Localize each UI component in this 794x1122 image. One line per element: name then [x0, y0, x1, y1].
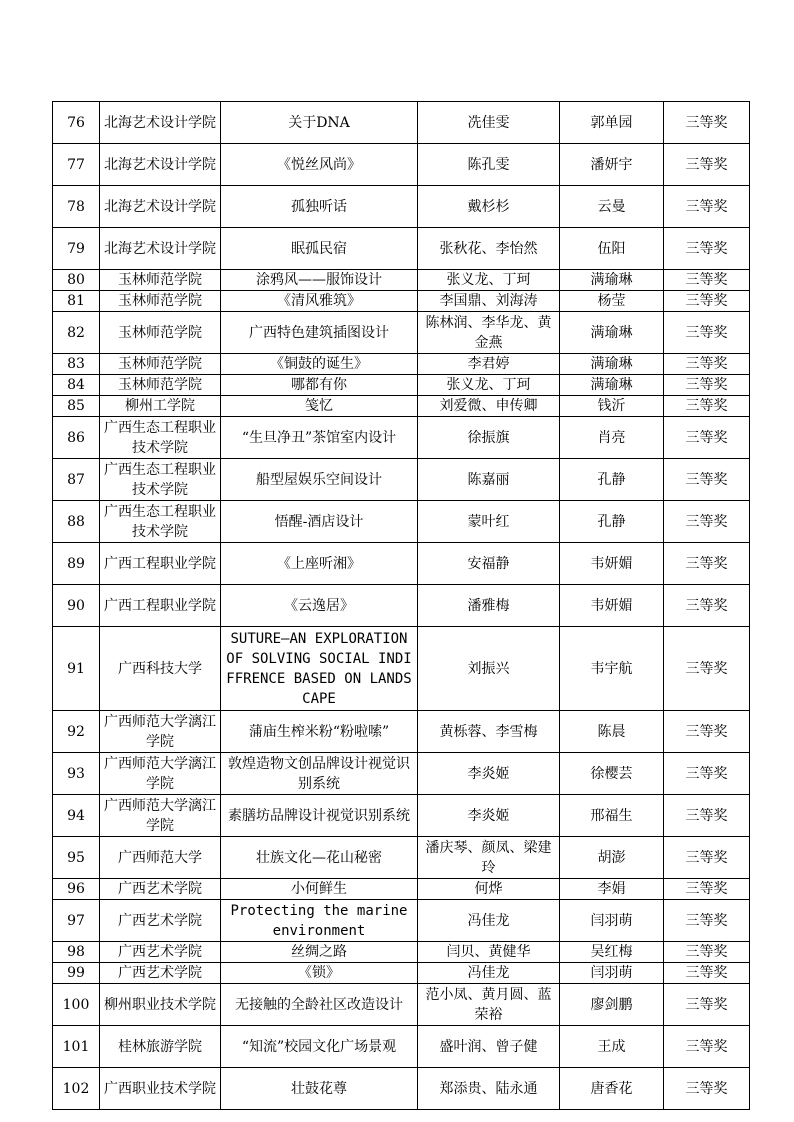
teacher: 胡澎	[560, 837, 664, 879]
table-row	[53, 627, 750, 711]
work-title: 哪都有你	[221, 375, 418, 396]
table-row	[53, 963, 750, 984]
row-number: 91	[53, 627, 100, 711]
authors: 潘庆琴、颜凤、梁建玲	[418, 837, 560, 879]
award-level: 三等奖	[664, 1068, 750, 1110]
teacher: 云曼	[560, 186, 664, 228]
row-number: 95	[53, 837, 100, 879]
row-number: 102	[53, 1068, 100, 1110]
row-number: 88	[53, 501, 100, 543]
award-level: 三等奖	[664, 459, 750, 501]
authors: 陈林润、李华龙、黄金燕	[418, 312, 560, 354]
award-level: 三等奖	[664, 354, 750, 375]
table-row	[53, 354, 750, 375]
authors: 何烨	[418, 879, 560, 900]
teacher: 钱沂	[560, 396, 664, 417]
row-number: 99	[53, 963, 100, 984]
school-name: 北海艺术设计学院	[100, 186, 221, 228]
award-level: 三等奖	[664, 312, 750, 354]
table-row	[53, 837, 750, 879]
table-row	[53, 1068, 750, 1110]
table-row	[53, 1026, 750, 1068]
row-number: 89	[53, 543, 100, 585]
teacher: 满瑜琳	[560, 354, 664, 375]
row-number: 90	[53, 585, 100, 627]
table-row	[53, 144, 750, 186]
row-number: 93	[53, 753, 100, 795]
row-number: 80	[53, 270, 100, 291]
authors: 范小凤、黄月圆、蓝荣裕	[418, 984, 560, 1026]
authors: 蒙叶红	[418, 501, 560, 543]
award-level: 三等奖	[664, 585, 750, 627]
school-name: 广西生态工程职业技术学院	[100, 501, 221, 543]
authors: 陈嘉丽	[418, 459, 560, 501]
award-level: 三等奖	[664, 711, 750, 753]
work-title: 素膳坊品牌设计视觉识别系统	[221, 795, 418, 837]
authors: 闫贝、黄健华	[418, 942, 560, 963]
authors: 冼佳雯	[418, 102, 560, 144]
award-level: 三等奖	[664, 501, 750, 543]
table-row	[53, 291, 750, 312]
teacher: 孔静	[560, 501, 664, 543]
row-number: 92	[53, 711, 100, 753]
school-name: 北海艺术设计学院	[100, 228, 221, 270]
award-level: 三等奖	[664, 795, 750, 837]
teacher: 韦妍媚	[560, 543, 664, 585]
teacher: 李娟	[560, 879, 664, 900]
teacher: 满瑜琳	[560, 312, 664, 354]
work-title: 船型屋娱乐空间设计	[221, 459, 418, 501]
table-row	[53, 102, 750, 144]
award-level: 三等奖	[664, 984, 750, 1026]
award-level: 三等奖	[664, 102, 750, 144]
awards-table	[52, 101, 750, 1110]
school-name: 桂林旅游学院	[100, 1026, 221, 1068]
work-title: “知流”校园文化广场景观	[221, 1026, 418, 1068]
work-title: 关于DNA	[221, 102, 418, 144]
authors: 郑添贵、陆永通	[418, 1068, 560, 1110]
award-level: 三等奖	[664, 942, 750, 963]
table-row	[53, 459, 750, 501]
award-level: 三等奖	[664, 753, 750, 795]
table-row	[53, 270, 750, 291]
work-title: 丝绸之路	[221, 942, 418, 963]
school-name: 柳州工学院	[100, 396, 221, 417]
row-number: 97	[53, 900, 100, 942]
table-row	[53, 312, 750, 354]
award-level: 三等奖	[664, 900, 750, 942]
teacher: 吴红梅	[560, 942, 664, 963]
row-number: 96	[53, 879, 100, 900]
award-level: 三等奖	[664, 627, 750, 711]
authors: 刘爱微、申传卿	[418, 396, 560, 417]
school-name: 玉林师范学院	[100, 354, 221, 375]
row-number: 82	[53, 312, 100, 354]
work-title: 笺忆	[221, 396, 418, 417]
school-name: 广西职业技术学院	[100, 1068, 221, 1110]
school-name: 广西艺术学院	[100, 879, 221, 900]
school-name: 广西科技大学	[100, 627, 221, 711]
work-title: 悟醒-酒店设计	[221, 501, 418, 543]
school-name: 玉林师范学院	[100, 312, 221, 354]
authors: 李国鼎、刘海涛	[418, 291, 560, 312]
award-level: 三等奖	[664, 186, 750, 228]
teacher: 徐樱芸	[560, 753, 664, 795]
authors: 盛叶润、曾子健	[418, 1026, 560, 1068]
school-name: 广西生态工程职业技术学院	[100, 417, 221, 459]
authors: 李炎姬	[418, 753, 560, 795]
work-title: 壮族文化—花山秘密	[221, 837, 418, 879]
table-row	[53, 396, 750, 417]
school-name: 广西生态工程职业技术学院	[100, 459, 221, 501]
table-row	[53, 186, 750, 228]
teacher: 唐香花	[560, 1068, 664, 1110]
award-level: 三等奖	[664, 144, 750, 186]
teacher: 伍阳	[560, 228, 664, 270]
table-row	[53, 711, 750, 753]
table-row	[53, 543, 750, 585]
teacher: 满瑜琳	[560, 270, 664, 291]
work-title: 蒲庙生榨米粉“粉啦嗦”	[221, 711, 418, 753]
row-number: 77	[53, 144, 100, 186]
teacher: 闫羽萌	[560, 963, 664, 984]
award-level: 三等奖	[664, 417, 750, 459]
school-name: 广西师范大学漓江学院	[100, 753, 221, 795]
work-title: 无接触的全龄社区改造设计	[221, 984, 418, 1026]
authors: 李炎姬	[418, 795, 560, 837]
authors: 张义龙、丁珂	[418, 375, 560, 396]
award-level: 三等奖	[664, 879, 750, 900]
row-number: 83	[53, 354, 100, 375]
work-title: “生旦净丑”茶馆室内设计	[221, 417, 418, 459]
work-title: 壮鼓花尊	[221, 1068, 418, 1110]
award-level: 三等奖	[664, 543, 750, 585]
work-title: 小何鲜生	[221, 879, 418, 900]
school-name: 北海艺术设计学院	[100, 144, 221, 186]
row-number: 86	[53, 417, 100, 459]
authors: 陈孔雯	[418, 144, 560, 186]
authors: 戴杉杉	[418, 186, 560, 228]
table-row	[53, 501, 750, 543]
row-number: 79	[53, 228, 100, 270]
table-row	[53, 753, 750, 795]
award-level: 三等奖	[664, 1026, 750, 1068]
row-number: 84	[53, 375, 100, 396]
work-title: 孤独听话	[221, 186, 418, 228]
authors: 徐振旗	[418, 417, 560, 459]
teacher: 韦妍媚	[560, 585, 664, 627]
authors: 张义龙、丁珂	[418, 270, 560, 291]
school-name: 广西工程职业学院	[100, 585, 221, 627]
authors: 黄栎蓉、李雪梅	[418, 711, 560, 753]
school-name: 广西艺术学院	[100, 900, 221, 942]
teacher: 杨莹	[560, 291, 664, 312]
authors: 张秋花、李怡然	[418, 228, 560, 270]
authors: 冯佳龙	[418, 963, 560, 984]
authors: 冯佳龙	[418, 900, 560, 942]
teacher: 廖剑鹏	[560, 984, 664, 1026]
school-name: 广西师范大学漓江学院	[100, 711, 221, 753]
table-row	[53, 795, 750, 837]
table-row	[53, 900, 750, 942]
work-title: 涂鸦风——服饰设计	[221, 270, 418, 291]
teacher: 陈晨	[560, 711, 664, 753]
table-row	[53, 984, 750, 1026]
teacher: 王成	[560, 1026, 664, 1068]
teacher: 孔静	[560, 459, 664, 501]
work-title: 眠孤民宿	[221, 228, 418, 270]
school-name: 玉林师范学院	[100, 375, 221, 396]
row-number: 78	[53, 186, 100, 228]
row-number: 81	[53, 291, 100, 312]
school-name: 广西工程职业学院	[100, 543, 221, 585]
teacher: 肖亮	[560, 417, 664, 459]
authors: 安福静	[418, 543, 560, 585]
work-title: 《清风雅筑》	[221, 291, 418, 312]
row-number: 98	[53, 942, 100, 963]
table-row	[53, 879, 750, 900]
teacher: 郭单园	[560, 102, 664, 144]
school-name: 柳州职业技术学院	[100, 984, 221, 1026]
row-number: 101	[53, 1026, 100, 1068]
authors: 潘雅梅	[418, 585, 560, 627]
award-level: 三等奖	[664, 375, 750, 396]
table-row	[53, 228, 750, 270]
school-name: 玉林师范学院	[100, 270, 221, 291]
award-level: 三等奖	[664, 963, 750, 984]
row-number: 76	[53, 102, 100, 144]
award-level: 三等奖	[664, 270, 750, 291]
work-title: 广西特色建筑插图设计	[221, 312, 418, 354]
school-name: 广西师范大学	[100, 837, 221, 879]
teacher: 潘妍宇	[560, 144, 664, 186]
work-title: SUTURE—AN EXPLORATION OF SOLVING SOCIAL INDIFFRENCE BASED ON LANDSCAPE	[221, 627, 418, 711]
authors: 刘振兴	[418, 627, 560, 711]
award-level: 三等奖	[664, 396, 750, 417]
school-name: 广西艺术学院	[100, 942, 221, 963]
work-title: 敦煌造物文创品牌设计视觉识别系统	[221, 753, 418, 795]
teacher: 邢福生	[560, 795, 664, 837]
school-name: 广西师范大学漓江学院	[100, 795, 221, 837]
work-title: 《锁》	[221, 963, 418, 984]
work-title: 《云逸居》	[221, 585, 418, 627]
row-number: 85	[53, 396, 100, 417]
school-name: 广西艺术学院	[100, 963, 221, 984]
teacher: 韦宇航	[560, 627, 664, 711]
school-name: 北海艺术设计学院	[100, 102, 221, 144]
work-title: 《铜鼓的诞生》	[221, 354, 418, 375]
table-row	[53, 417, 750, 459]
awards-table-body	[53, 102, 750, 1110]
teacher: 满瑜琳	[560, 375, 664, 396]
award-level: 三等奖	[664, 837, 750, 879]
teacher: 闫羽萌	[560, 900, 664, 942]
row-number: 100	[53, 984, 100, 1026]
table-row	[53, 942, 750, 963]
work-title: Protecting the marine environment	[221, 900, 418, 942]
school-name: 玉林师范学院	[100, 291, 221, 312]
row-number: 94	[53, 795, 100, 837]
work-title: 《悦丝风尚》	[221, 144, 418, 186]
authors: 李君婷	[418, 354, 560, 375]
award-level: 三等奖	[664, 291, 750, 312]
award-level: 三等奖	[664, 228, 750, 270]
table-row	[53, 375, 750, 396]
table-row	[53, 585, 750, 627]
row-number: 87	[53, 459, 100, 501]
work-title: 《上座听湘》	[221, 543, 418, 585]
